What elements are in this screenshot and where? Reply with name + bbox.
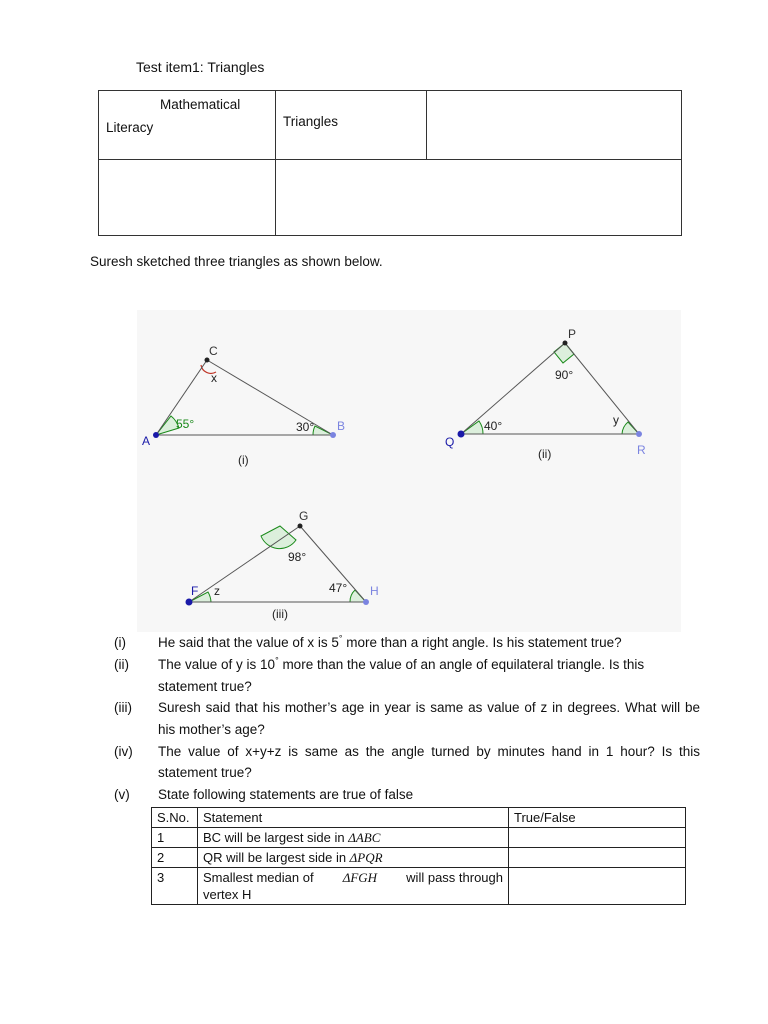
label-q: Q (445, 435, 455, 449)
triangle-iii-label: (iii) (272, 607, 288, 621)
question-iii-line1: Suresh said that his mother’s age in year is same as value of z in degrees. What will be (158, 700, 700, 715)
question-iii-line2: his mother’s age? (158, 722, 265, 737)
row-answer-cell[interactable] (509, 848, 686, 868)
row-statement (198, 828, 509, 848)
angle-p-right-mark (554, 343, 574, 363)
angle-r-value: y (613, 413, 619, 427)
row-statement (198, 868, 509, 905)
row-statement-text-b: will pass through (406, 870, 503, 885)
question-iv-line1: The value of x+y+z is same as the angle turned by minutes hand in 1 hour? Is this (158, 744, 700, 759)
table-row (152, 848, 686, 868)
row-sno: 2 (152, 848, 198, 868)
angle-b-value: 30° (296, 420, 315, 434)
edge-fg (189, 526, 300, 602)
question-number: (i) (114, 635, 126, 650)
row-answer-cell[interactable] (509, 828, 686, 848)
row-sno: 3 (152, 868, 198, 905)
angle-c-value: x (211, 371, 217, 385)
vertex-q (458, 431, 465, 438)
statement-table (151, 807, 686, 905)
question-number: (iv) (114, 744, 133, 759)
angle-h-arc (350, 590, 366, 602)
table-divider (99, 159, 681, 160)
row-statement-math: ΔABC (348, 830, 381, 845)
angle-p-value: 90° (555, 368, 574, 382)
angle-q-arc (461, 421, 483, 434)
header-true-false: True/False (509, 808, 686, 828)
label-r: R (637, 443, 646, 457)
angle-q-value: 40° (484, 419, 503, 433)
cell-subject-line2: Literacy (106, 120, 154, 135)
triangle-iii (186, 509, 379, 621)
question-iv-line2: statement true? (158, 765, 252, 780)
label-h: H (370, 584, 379, 598)
label-f: F (191, 584, 199, 598)
question-v-line1: State following statements are true of false (158, 787, 414, 802)
table-divider (275, 91, 276, 235)
cell-subject-line1: Mathematical (160, 97, 241, 112)
angle-g-arc (261, 526, 296, 549)
degree-symbol: ° (338, 633, 343, 644)
vertex-g (298, 524, 303, 529)
triangles-svg (137, 310, 681, 632)
label-c: C (209, 344, 218, 358)
row-statement (198, 848, 509, 868)
triangle-i (142, 344, 345, 467)
row-statement-math: ΔFGH (342, 870, 378, 885)
label-b: B (337, 419, 346, 433)
question-ii-line2: statement true? (158, 679, 252, 694)
vertex-a (153, 432, 159, 438)
row-statement-text-c: vertex H (203, 887, 252, 902)
vertex-f (186, 599, 193, 606)
question-number: (ii) (114, 657, 129, 672)
triangles-figure (137, 310, 681, 632)
question-ii-line1 (158, 657, 700, 672)
table-header-row (152, 808, 686, 828)
triangle-i-label: (i) (238, 453, 249, 467)
angle-h-value: 47° (329, 581, 348, 595)
triangle-ii-label: (ii) (538, 447, 552, 461)
vertex-h (363, 599, 369, 605)
header-table (98, 90, 682, 236)
vertex-b (330, 432, 336, 438)
vertex-r (636, 431, 642, 437)
question-number: (v) (114, 787, 130, 802)
row-statement-math: ΔPQR (349, 850, 383, 865)
test-title: Test item1: Triangles (136, 59, 265, 75)
row-statement-text: QR will be largest side in (203, 850, 350, 865)
edge-qp (461, 343, 565, 434)
header-statement: Statement (198, 808, 509, 828)
label-g: G (299, 509, 309, 523)
question-ii-text-b: more than the value of an angle of equilateral triangle. Is this (278, 657, 645, 672)
table-row (152, 868, 686, 905)
question-number: (iii) (114, 700, 132, 715)
degree-symbol: ° (275, 655, 279, 666)
edge-pr (565, 343, 639, 434)
question-i (158, 635, 700, 650)
angle-a-value: 55° (176, 417, 195, 431)
label-a: A (142, 434, 151, 448)
table-divider (426, 91, 427, 159)
header-sno: S.No. (152, 808, 198, 828)
question-i-text-b: more than a right angle. Is his statement true? (342, 635, 622, 650)
row-sno: 1 (152, 828, 198, 848)
label-p: P (568, 327, 577, 341)
intro-text: Suresh sketched three triangles as shown below. (90, 254, 383, 269)
row-statement-text-a: Smallest median of (203, 870, 314, 885)
angle-g-value: 98° (288, 550, 307, 564)
question-i-text-a: He said that the value of x is 5 (158, 635, 339, 650)
row-statement-text: BC will be largest side in (203, 830, 349, 845)
angle-f-value: z (214, 584, 220, 598)
vertex-c (205, 358, 210, 363)
question-ii-text-a: The value of y is 10 (158, 657, 276, 672)
table-row (152, 828, 686, 848)
cell-topic: Triangles (283, 114, 339, 129)
triangle-ii (445, 327, 646, 461)
row-answer-cell[interactable] (509, 868, 686, 905)
vertex-p (563, 341, 568, 346)
row-statement-line1 (203, 869, 503, 886)
